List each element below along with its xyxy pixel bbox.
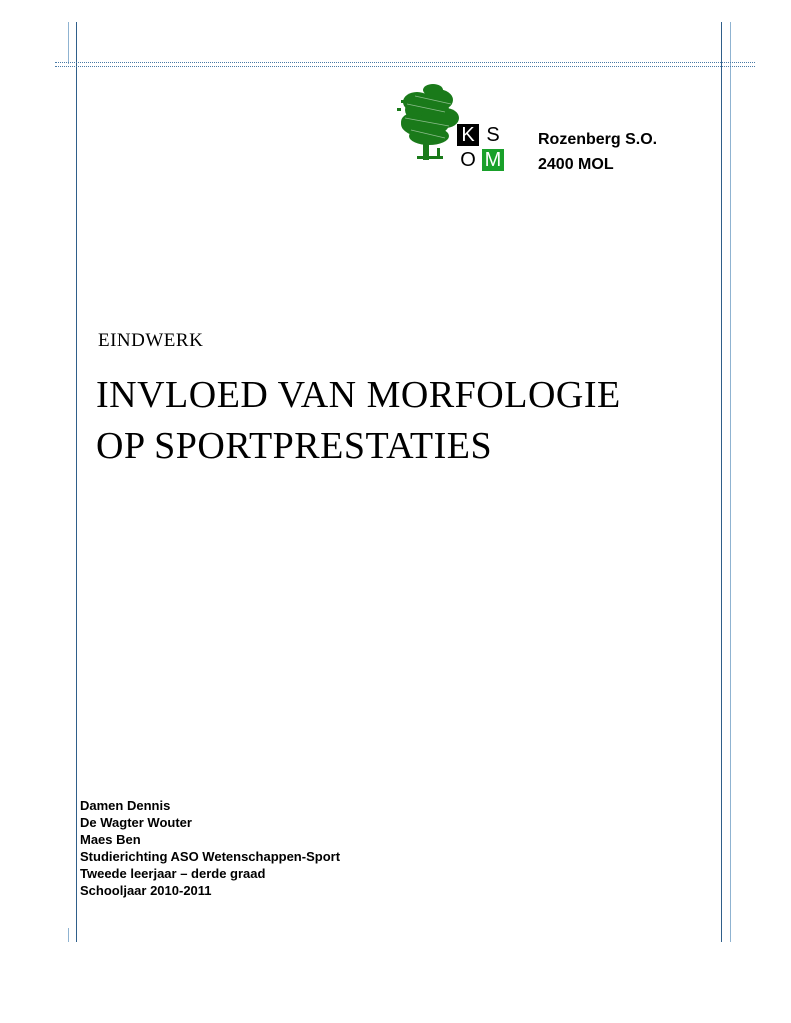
logo-letter-s: S [486, 124, 500, 146]
logo-letter-o: O [460, 149, 476, 171]
logo-letter-m: M [482, 149, 504, 171]
school-city: 2400 MOL [538, 156, 614, 173]
tree-icon [395, 82, 465, 167]
author-line: Damen Dennis [80, 798, 171, 813]
school-logo [395, 82, 515, 177]
title-line-1: INVLOED VAN MORFOLOGIE [96, 374, 621, 416]
author-line: Maes Ben [80, 832, 141, 847]
logo-letter-k: K [457, 124, 479, 146]
header-rule [55, 62, 755, 67]
author-line: De Wagter Wouter [80, 815, 192, 830]
document-type: EINDWERK [98, 330, 204, 351]
study-direction: Studierichting ASO Wetenschappen-Sport [80, 849, 341, 864]
study-year: Tweede leerjaar – derde graad [80, 866, 266, 881]
frame-line-right-inner [721, 22, 722, 942]
school-address [538, 127, 657, 177]
title-line-2: OP SPORTPRESTATIES [96, 425, 493, 467]
school-year: Schooljaar 2010-2011 [80, 883, 212, 898]
frame-line-right-outer [730, 22, 731, 942]
school-name: Rozenberg S.O. [538, 131, 658, 148]
frame-line-left-outer [68, 22, 69, 64]
document-title [96, 370, 621, 472]
authors-block [80, 797, 340, 899]
frame-line-left-inner [76, 22, 77, 942]
frame-line-left-outer-bottom [68, 928, 69, 942]
